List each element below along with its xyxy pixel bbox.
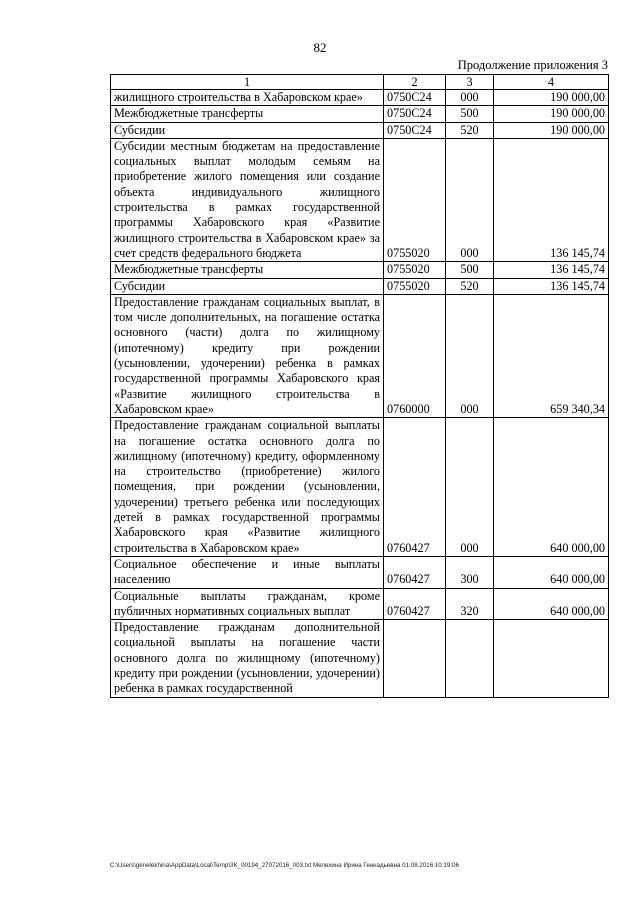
row-expense-type: 520 xyxy=(446,122,494,138)
budget-table xyxy=(110,74,609,698)
row-target-code: 0760427 xyxy=(384,556,446,588)
row-amount: 136 145,74 xyxy=(494,278,609,294)
table-row xyxy=(111,556,609,588)
row-expense-type: 500 xyxy=(446,106,494,122)
row-target-code: 0750С24 xyxy=(384,106,446,122)
table-header-row xyxy=(111,75,609,90)
row-target-code: 0755020 xyxy=(384,262,446,278)
row-target-code: 0755020 xyxy=(384,138,446,261)
row-amount: 659 340,34 xyxy=(494,294,609,417)
row-expense-type: 320 xyxy=(446,588,494,620)
row-amount: 640 000,00 xyxy=(494,588,609,620)
table-row xyxy=(111,262,609,278)
page-number: 82 xyxy=(313,40,327,55)
row-description: Социальные выплаты гражданам, кроме публичных нормативных социальных выплат xyxy=(111,588,384,620)
row-description: Субсидии xyxy=(111,278,384,294)
table-row xyxy=(111,122,609,138)
row-expense-type: 000 xyxy=(446,294,494,417)
row-description: Субсидии xyxy=(111,122,384,138)
row-amount: 136 145,74 xyxy=(494,262,609,278)
row-amount: 190 000,00 xyxy=(494,90,609,106)
row-description: Субсидии местным бюджетам на предоставление социальных выплат молодым семьям на приобретение жилого помещения или создание объекта индивидуального жилищного строительства в рамках государственной программы Хабаровского края «Развитие жилищного строительства в Хабаровском крае» за счет средств федерального бюджета xyxy=(111,138,384,261)
row-amount: 190 000,00 xyxy=(494,122,609,138)
row-target-code: 0755020 xyxy=(384,278,446,294)
column-header-4: 4 xyxy=(494,75,609,90)
row-expense-type: 000 xyxy=(446,90,494,106)
row-description: Межбюджетные трансферты xyxy=(111,262,384,278)
table-row xyxy=(111,418,609,557)
row-description: Предоставление гражданам социальной выплаты на погашение остатка основного долга по жилищному (ипотечному) кредиту, оформленному на строительство (приобретение) жилого помещения, при рождении (усыновлении, удочерении) третьего ребенка или последующих детей в рамках государственной программы Хабаровского края «Развитие жилищного строительства в Хабаровском крае» xyxy=(111,418,384,557)
row-amount: 136 145,74 xyxy=(494,138,609,261)
row-target-code: 0760000 xyxy=(384,294,446,417)
column-header-3: 3 xyxy=(446,75,494,90)
table-row xyxy=(111,294,609,417)
row-expense-type: 000 xyxy=(446,138,494,261)
table-row xyxy=(111,106,609,122)
row-description: Межбюджетные трансферты xyxy=(111,106,384,122)
row-target-code: 0760427 xyxy=(384,418,446,557)
table-row xyxy=(111,138,609,261)
row-amount: 640 000,00 xyxy=(494,418,609,557)
row-target-code: 0750С24 xyxy=(384,122,446,138)
file-path-footer: C:\Users\genelekhina\AppData\Local\Temp\3K_00194_27072016_003.txt Мелехина Ирина Геннадьевна 01.08.2016 10:19:06 xyxy=(110,862,459,869)
row-description: Предоставление гражданам социальных выплат, в том числе дополнительных, на погашение остатка основного (части) долга по жилищному (ипотечному) кредиту при рождении (усыновлении, удочерении) ребенка в рамках государственной программы Хабаровского края «Развитие жилищного строительства в Хабаровском крае» xyxy=(111,294,384,417)
row-amount: 190 000,00 xyxy=(494,106,609,122)
row-description: Социальное обеспечение и иные выплаты населению xyxy=(111,556,384,588)
row-description: жилищного строительства в Хабаровском крае» xyxy=(111,90,384,106)
column-header-1: 1 xyxy=(111,75,384,90)
row-amount: 640 000,00 xyxy=(494,556,609,588)
row-expense-type: 520 xyxy=(446,278,494,294)
row-target-code: 0760427 xyxy=(384,588,446,620)
row-expense-type: 500 xyxy=(446,262,494,278)
table-row xyxy=(111,588,609,620)
row-amount xyxy=(494,620,609,697)
row-target-code: 0750С24 xyxy=(384,90,446,106)
row-expense-type: 300 xyxy=(446,556,494,588)
table-row-continued xyxy=(111,620,609,697)
row-target-code xyxy=(384,620,446,697)
row-description: Предоставление гражданам дополнительной социальной выплаты на погашение части основного долга по жилищному (ипотечному) кредиту при рождении (усыновлении, удочерении) ребенка в рамках государственной xyxy=(111,620,384,697)
column-header-2: 2 xyxy=(384,75,446,90)
row-expense-type: 000 xyxy=(446,418,494,557)
table-row xyxy=(111,278,609,294)
continuation-label: Продолжение приложения 3 xyxy=(457,58,608,72)
table-row xyxy=(111,90,609,106)
row-expense-type xyxy=(446,620,494,697)
